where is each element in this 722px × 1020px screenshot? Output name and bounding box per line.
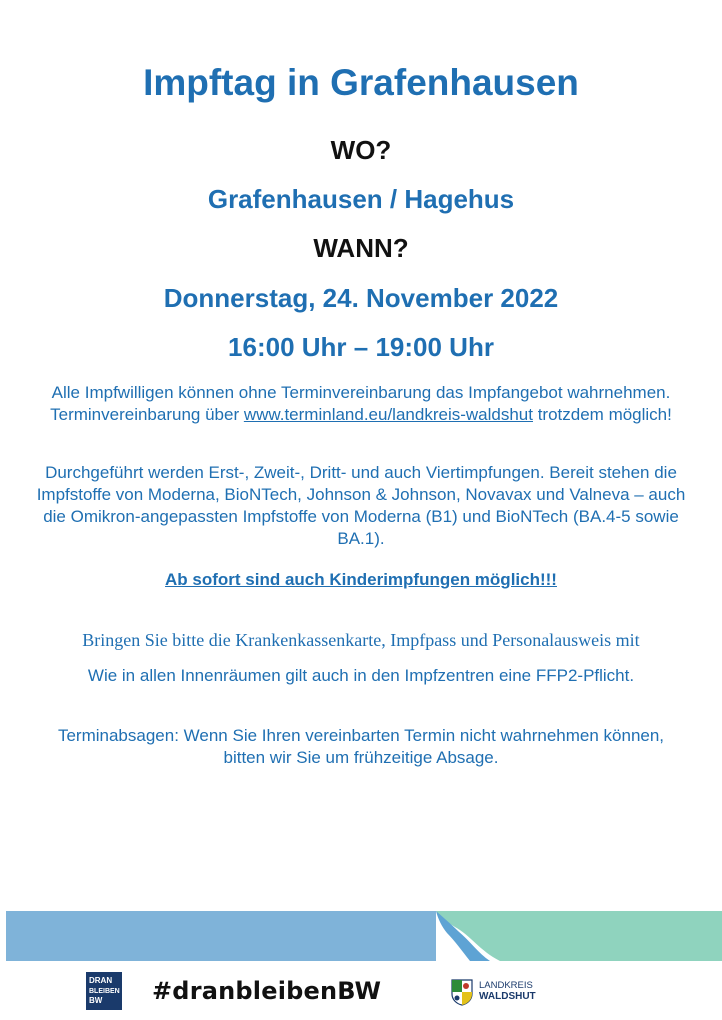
when-label: WANN?: [313, 233, 409, 263]
bring-documents-note: Bringen Sie bitte die Krankenkassenkarte, Impfpass und Personalausweis mit: [82, 630, 640, 650]
landkreis-coat-of-arms-icon: [450, 978, 474, 1006]
landkreis-line-2: WALDSHUT: [479, 991, 536, 1002]
page-title: Impftag in Grafenhausen: [143, 62, 579, 103]
logo-line-1: DRAN: [89, 976, 113, 985]
hashtag: #dranbleibenBW: [152, 977, 382, 1005]
dranbleiben-logo: [86, 972, 122, 1010]
intro-text-end: trotzdem möglich!: [532, 405, 672, 424]
event-date: Donnerstag, 24. November 2022: [163, 283, 559, 313]
ffp2-paragraph: Wie in allen Innenräumen gilt auch in den Impfzentren eine FFP2-Pflicht.: [87, 666, 635, 685]
logo-line-3: BW: [89, 996, 103, 1005]
cancellation-paragraph: Terminabsagen: Wenn Sie Ihren vereinbarten Termin nicht wahrnehmen können, bitten wir Sie um frühzeitige Absage.: [57, 726, 665, 767]
landkreis-label: [479, 980, 536, 1002]
event-time: 16:00 Uhr – 19:00 Uhr: [228, 332, 494, 362]
kids-notice: Ab sofort sind auch Kinderimpfungen möglich!!!: [165, 570, 557, 589]
intro-paragraph: [30, 382, 692, 426]
footer-wave-band: [0, 905, 722, 963]
intro-text: Alle Impfwilligen können ohne Terminvereinbarung das Impfangebot wahrnehmen. Terminvereinbarung über: [50, 383, 671, 424]
landkreis-line-1: LANDKREIS: [479, 980, 533, 991]
logo-line-2: BLEIBEN: [89, 988, 120, 995]
vaccines-paragraph: Durchgeführt werden Erst-, Zweit-, Dritt- und auch Viertimpfungen. Bereit stehen die Impfstoffe von Moderna, BioNTech, Johnson & Johnson, Novavax und Valneva – auch die Omikron-angepassten Impfstoffe von Moderna (B1) und BioNTech (BA.4-5 sowie BA.1).: [36, 463, 686, 548]
where-label: WO?: [330, 135, 392, 165]
booking-link[interactable]: www.terminland.eu/landkreis-waldshut: [243, 405, 533, 424]
place: Grafenhausen / Hagehus: [207, 184, 515, 214]
